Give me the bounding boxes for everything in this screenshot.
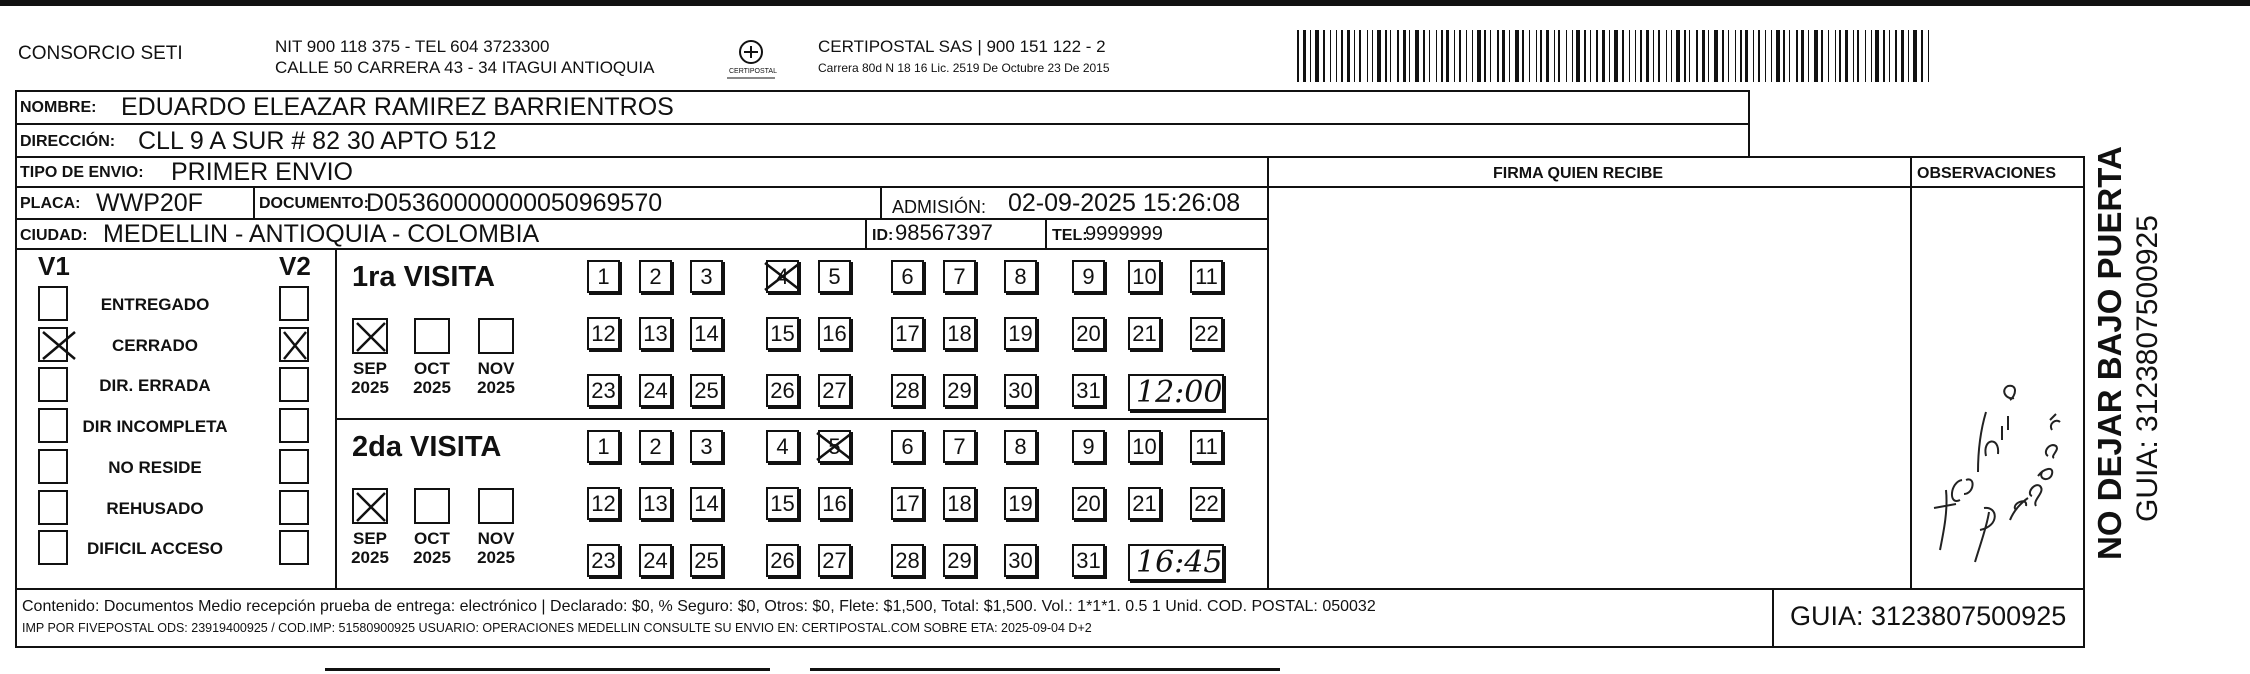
status-label: DIFICIL ACCESO [86,539,223,558]
observaciones-header: OBSERVACIONES [1917,165,2056,182]
day-box: 17 [891,487,924,520]
firma-header: FIRMA QUIEN RECIBE [1493,165,1664,182]
footer-line1: Contenido: Documentos Medio recepción prueba de entrega: electrónico | Declarado: $0, % Seguro: $0, Otros: $0, Flete: $1,500, Total: $1,500. Vol.: 1*1*1. 0.5 1 Unid. COD. POSTAL: 050032 [22,598,1376,615]
tipo-value: PRIMER ENVIO [171,158,353,186]
time-box: 16:45 [1128,544,1224,581]
day-box: 3 [690,430,723,463]
day-box: 17 [891,317,924,350]
status-label: REHUSADO [106,499,204,518]
bottom-fragment-2 [810,668,1280,671]
day-box: 6 [891,260,924,293]
month-year: 2025 [477,548,515,567]
month-checkbox [414,318,450,354]
day-box: 2 [639,260,672,293]
frame-right [2083,156,2085,648]
day-box: 29 [943,374,976,407]
day-box: 24 [639,544,672,577]
day-box: 5 [818,260,851,293]
time-box: 12:00 [1128,374,1224,411]
month-label: SEP [352,359,388,378]
day-box: 27 [818,374,851,407]
day-box: 13 [639,317,672,350]
bottom-fragment-1 [325,668,770,671]
day-box: 18 [943,487,976,520]
day-box: 19 [1004,317,1037,350]
day-box: 7 [943,430,976,463]
v2-label: V2 [279,251,311,281]
obs-left [1910,156,1912,590]
day-box: 31 [1072,374,1105,407]
day-box: 23 [587,544,620,577]
day-box: 22 [1190,487,1223,520]
day-box: 30 [1004,374,1037,407]
day-box: 18 [943,317,976,350]
day-box: 11 [1190,260,1223,293]
placa-value: WWP20F [96,189,203,217]
day-box: 19 [1004,487,1037,520]
day-box: 1 [587,260,620,293]
day-box: 15 [766,487,799,520]
day-box: 3 [690,260,723,293]
handwritten-observation [1920,280,2070,580]
certipostal-line2: Carrera 80d N 18 16 Lic. 2519 De Octubre 23 De 2015 [818,61,1110,75]
address-line: CALLE 50 CARRERA 43 - 34 ITAGUI ANTIOQUIA [275,58,655,77]
tel-value: 9999999 [1085,223,1163,245]
logo-text: CERTIPOSTAL [729,68,777,75]
documento-label: DOCUMENTO: [259,195,369,212]
day-box: 15 [766,317,799,350]
day-box: 4 [766,430,799,463]
id-value: 98567397 [895,220,993,245]
day-box: 13 [639,487,672,520]
barcode [1297,30,1933,82]
day-box: 11 [1190,430,1223,463]
month-label: OCT [414,529,450,548]
tipo-label: TIPO DE ENVIO: [20,164,144,181]
day-box: 24 [639,374,672,407]
visit-title: 1ra VISITA [352,261,495,293]
admision-label: ADMISIÓN: [892,197,987,217]
day-box: 29 [943,544,976,577]
frame-bottom [15,646,2085,648]
placa-doc-divider [253,186,255,218]
month-year: 2025 [413,548,451,567]
frame-top [15,90,1750,92]
month-year: 2025 [351,378,389,397]
day-box: 20 [1072,317,1105,350]
day-box: 21 [1128,487,1161,520]
tel-divider [1045,218,1047,248]
day-box: 25 [690,374,723,407]
row-line-5 [15,248,1267,250]
day-box: 9 [1072,430,1105,463]
status-label: DIR. ERRADA [99,376,211,395]
day-box: 16 [818,487,851,520]
footer-line2: IMP POR FIVEPOSTAL ODS: 23919400925 / COD.IMP: 51580900925 USUARIO: OPERACIONES MEDELLIN CONSULTE SU ENVIO EN: CERTIPOSTAL.COM SOBRE ETA: 2025-09-04 D+2 [22,621,1092,635]
placa-label: PLACA: [20,195,81,212]
id-label: ID: [872,227,894,244]
month-label: SEP [352,529,388,548]
day-box: 5 [818,430,851,463]
firma-left [1267,156,1269,590]
day-box: 20 [1072,487,1105,520]
documento-value: D05360000000050969570 [366,189,663,217]
month-checkbox [352,488,388,524]
day-box: 2 [639,430,672,463]
day-box: 14 [690,487,723,520]
month-checkbox [478,488,514,524]
month-year: 2025 [413,378,451,397]
day-box: 22 [1190,317,1223,350]
nombre-value: EDUARDO ELEAZAR RAMIREZ BARRIENTROS [121,93,674,121]
month-checkbox [478,318,514,354]
certipostal-logo [725,38,777,82]
day-box: 30 [1004,544,1037,577]
status-label: DIR INCOMPLETA [82,417,228,436]
direccion-value: CLL 9 A SUR # 82 30 APTO 512 [138,127,497,155]
row-line-1 [15,123,1750,125]
nit-line: NIT 900 118 375 - TEL 604 3723300 [275,37,550,56]
day-box: 4 [766,260,799,293]
footer-guia: GUIA: 3123807500925 [1790,601,2067,631]
frame-bottom-main [15,588,2085,590]
day-box: 31 [1072,544,1105,577]
day-box: 10 [1128,260,1161,293]
day-box: 21 [1128,317,1161,350]
month-checkbox [352,318,388,354]
day-box: 9 [1072,260,1105,293]
nombre-label: NOMBRE: [20,99,97,116]
visit-separator [335,418,1267,420]
v1-label: V1 [38,251,70,281]
month-label: NOV [477,359,515,378]
month-checkbox [414,488,450,524]
visit-title: 2da VISITA [352,431,502,463]
status-label: NO RESIDE [108,458,202,477]
month-label: NOV [477,529,515,548]
no-dejar-text: NO DEJAR BAJO PUERTA [2091,146,2128,560]
id-divider [865,218,867,248]
day-box: 26 [766,544,799,577]
day-box: 28 [891,374,924,407]
admision-value: 02-09-2025 15:26:08 [1008,189,1241,217]
day-box: 14 [690,317,723,350]
day-box: 7 [943,260,976,293]
frame-left [15,90,17,648]
day-box: 1 [587,430,620,463]
day-box: 8 [1004,260,1037,293]
frame-right-upper [1748,90,1750,158]
day-box: 8 [1004,430,1037,463]
day-box: 12 [587,317,620,350]
admision-divider [880,186,882,218]
day-box: 27 [818,544,851,577]
company-name: CONSORCIO SETI [18,43,183,64]
status-label: CERRADO [112,336,198,355]
row-line-3 [15,186,2085,188]
guia-divider [1772,588,1774,648]
status-divider [335,248,337,590]
day-box: 26 [766,374,799,407]
month-year: 2025 [351,548,389,567]
day-box: 12 [587,487,620,520]
month-year: 2025 [477,378,515,397]
certipostal-line1: CERTIPOSTAL SAS | 900 151 122 - 2 [818,37,1106,56]
tel-label: TEL: [1052,227,1088,244]
day-box: 23 [587,374,620,407]
status-label: ENTREGADO [100,295,210,314]
scan-top-edge [0,0,2250,6]
day-box: 6 [891,430,924,463]
day-box: 25 [690,544,723,577]
day-box: 10 [1128,430,1161,463]
ciudad-label: CIUDAD: [20,227,88,244]
direccion-label: DIRECCIÓN: [20,133,116,150]
day-box: 16 [818,317,851,350]
side-guia-text: GUIA: 3123807500925 [2131,215,2164,522]
day-box: 28 [891,544,924,577]
ciudad-value: MEDELLIN - ANTIOQUIA - COLOMBIA [103,220,540,248]
month-label: OCT [414,359,450,378]
